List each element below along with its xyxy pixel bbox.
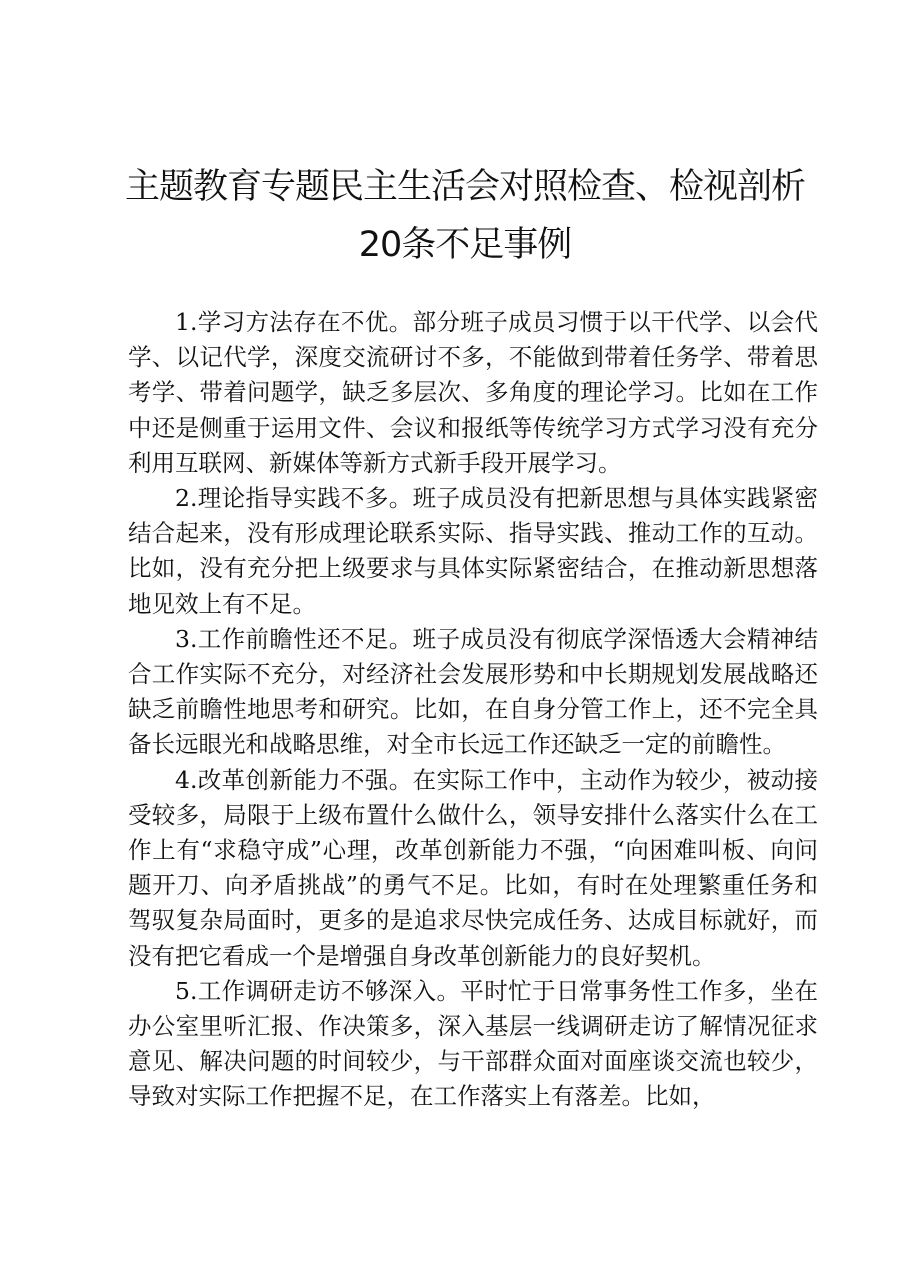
document-title [100,158,830,274]
paragraph-4: 4.改革创新能力不强。在实际工作中，主动作为较少，被动接受较多，局限于上级布置什么做什么，领导安排什么落实什么在工作上有“求稳守成”心理，改革创新能力不强，“向困难叫板、向问题开刀、向矛盾挑战”的勇气不足。比如，有时在处理繁重任务和驾驭复杂局面时，更多的是追求尽快完成任务、达成目标就好，而没有把它看成一个是增强自身改革创新能力的良好契机。 [128,765,818,970]
title-line-1: 主题教育专题民主生活会对照检查、检视剖析 [124,167,805,207]
paragraph-2: 2.理论指导实践不多。班子成员没有把新思想与具体实践紧密结合起来，没有形成理论联系实际、指导实践、推动工作的互动。比如，没有充分把上级要求与具体实际紧密结合，在推动新思想落地见效上有不足。 [128,484,818,618]
paragraph-1: 1.学习方法存在不优。部分班子成员习惯于以干代学、以会代学、以记代学，深度交流研讨不多，不能做到带着任务学、带着思考学、带着问题学，缺乏多层次、多角度的理论学习。比如在工作中还是侧重于运用文件、会议和报纸等传统学习方式学习没有充分利用互联网、新媒体等新方式新手段开展学习。 [128,308,818,477]
document-body [128,305,818,1115]
paragraph-5: 5.工作调研走访不够深入。平时忙于日常事务性工作多，坐在办公室里听汇报、作决策多，深入基层一线调研走访了解情况征求意见、解决问题的时间较少，与干部群众面对面座谈交流也较少，导致对实际工作把握不足，在工作落实上有落差。比如， [128,976,818,1111]
paragraph-3: 3.工作前瞻性还不足。班子成员没有彻底学深悟透大会精神结合工作实际不充分，对经济社会发展形势和中长期规划发展战略还缺乏前瞻性地思考和研究。比如，在自身分管工作上，还不完全具备长远眼光和战略思维，对全市长远工作还缺乏一定的前瞻性。 [128,624,818,759]
title-line-2: 20条不足事例 [358,225,572,265]
